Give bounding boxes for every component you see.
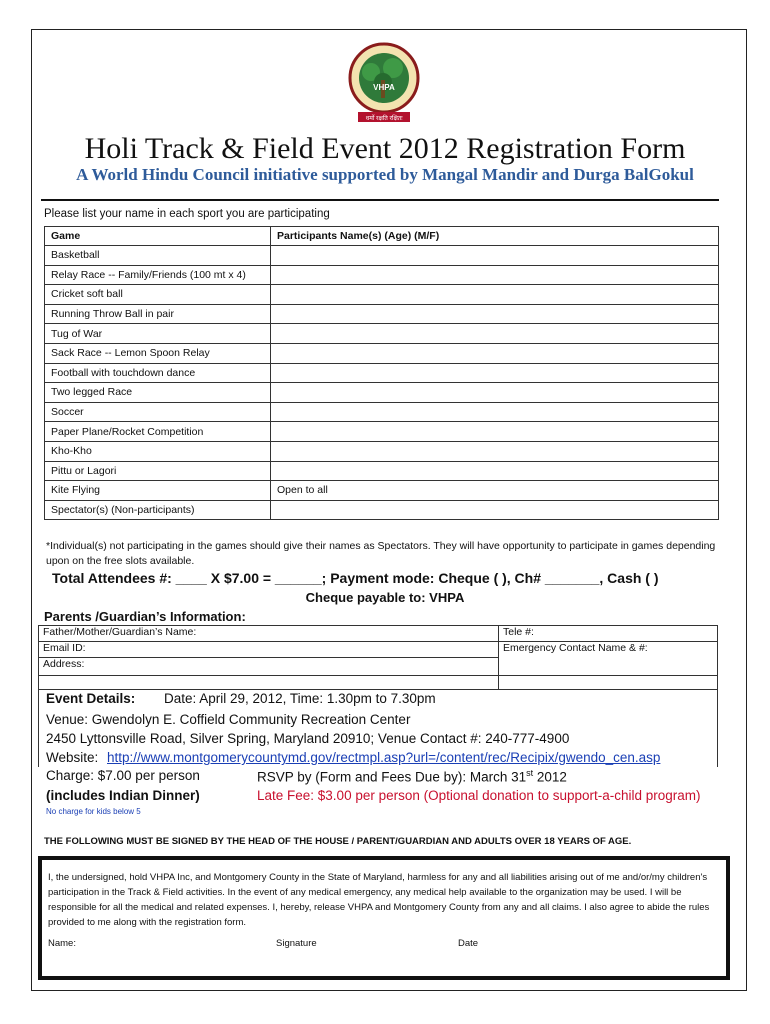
participants-field[interactable] bbox=[271, 246, 719, 266]
participants-field[interactable] bbox=[271, 500, 719, 520]
game-name: Basketball bbox=[45, 246, 271, 266]
parents-section-title: Parents /Guardian’s Information: bbox=[44, 609, 246, 624]
email-field[interactable]: Email ID: bbox=[39, 642, 499, 658]
participants-field[interactable] bbox=[271, 441, 719, 461]
cheque-payable: Cheque payable to: VHPA bbox=[305, 590, 465, 605]
date-label: Date bbox=[458, 938, 479, 949]
game-name: Pittu or Lagori bbox=[45, 461, 271, 481]
participants-field[interactable] bbox=[271, 304, 719, 324]
late-fee-note: Late Fee: $3.00 per person (Optional donation to support-a-child program) bbox=[257, 788, 701, 803]
spectator-footnote: *Individual(s) not participating in the games should give their names as Spectators. They will have opportunity to participate in games depending upon on the free slots available. bbox=[46, 540, 716, 567]
waiver-text: I, the undersigned, hold VHPA Inc, and Montgomery County in the State of Maryland, harmless for any and all liabilities arising out of me and/or/my children's participation in the Track & Field activities. In the event of any medical emergency, any medical help available to the organization may be used. I will be responsible for all the medical and related expenses. I, hereby, release VHPA and Montgomery County from any and all claims. I also agree to abide the rules provided to me along with the registration form. bbox=[48, 872, 710, 928]
header-participants: Participants Name(s) (Age) (M/F) bbox=[271, 227, 719, 246]
svg-text:VHPA: VHPA bbox=[373, 83, 395, 92]
table-row bbox=[45, 500, 719, 520]
table-row bbox=[45, 324, 719, 344]
emergency-contact-field[interactable]: Emergency Contact Name & #: bbox=[499, 642, 718, 676]
website-label: Website: bbox=[46, 750, 99, 765]
game-name: Football with touchdown dance bbox=[45, 363, 271, 383]
game-name: Two legged Race bbox=[45, 383, 271, 403]
address-field[interactable]: Address: bbox=[39, 658, 499, 676]
table-row bbox=[45, 304, 719, 324]
table-row bbox=[45, 383, 719, 403]
game-name: Kite Flying bbox=[45, 481, 271, 501]
participants-field[interactable] bbox=[271, 402, 719, 422]
participants-field[interactable] bbox=[271, 265, 719, 285]
game-name: Tug of War bbox=[45, 324, 271, 344]
emergency-field-line2[interactable] bbox=[499, 676, 718, 690]
form-subtitle: A World Hindu Council initiative supported by Mangal Mandir and Durga BalGokul bbox=[76, 165, 694, 184]
header-game: Game bbox=[45, 227, 271, 246]
games-table bbox=[44, 226, 719, 520]
vhpa-logo bbox=[341, 40, 427, 126]
game-name: Soccer bbox=[45, 402, 271, 422]
participants-field[interactable] bbox=[271, 461, 719, 481]
participants-field[interactable] bbox=[271, 285, 719, 305]
table-row bbox=[45, 461, 719, 481]
total-attendees: Total Attendees #: ____ X $7.00 = ______; Payment mode: Cheque ( ), Ch# _______, Cash ( ) bbox=[52, 570, 659, 586]
form-title: Holi Track & Field Event 2012 Registration Form bbox=[84, 132, 686, 165]
event-details-label: Event Details: bbox=[46, 691, 136, 706]
participants-field[interactable]: Open to all bbox=[271, 481, 719, 501]
charge-text: Charge: $7.00 per person bbox=[46, 768, 200, 783]
game-name: Paper Plane/Rocket Competition bbox=[45, 422, 271, 442]
address-field-line2[interactable] bbox=[39, 676, 499, 690]
kids-note: No charge for kids below 5 bbox=[46, 807, 141, 816]
participants-field[interactable] bbox=[271, 422, 719, 442]
event-date-time: Date: April 29, 2012, Time: 1.30pm to 7.30pm bbox=[164, 691, 436, 706]
dinner-note: (includes Indian Dinner) bbox=[46, 788, 200, 803]
table-row bbox=[45, 343, 719, 363]
table-row bbox=[45, 481, 719, 501]
svg-text:धर्मो रक्षति रक्षितः: धर्मो रक्षति रक्षितः bbox=[365, 116, 403, 122]
table-header-row bbox=[45, 227, 719, 246]
participants-field[interactable] bbox=[271, 383, 719, 403]
title-divider bbox=[41, 199, 719, 201]
participants-field[interactable] bbox=[271, 363, 719, 383]
tele-field[interactable]: Tele #: bbox=[499, 626, 718, 642]
signature-requirement: THE FOLLOWING MUST BE SIGNED BY THE HEAD OF THE HOUSE / PARENT/GUARDIAN AND ADULTS OVER 18 YEARS OF AGE. bbox=[44, 836, 632, 847]
table-row bbox=[45, 265, 719, 285]
rsvp-text: RSVP by (Form and Fees Due by): March 31st 2012 bbox=[257, 768, 567, 785]
parents-table bbox=[38, 625, 718, 690]
instructions: Please list your name in each sport you are participating bbox=[44, 208, 330, 220]
game-name: Sack Race -- Lemon Spoon Relay bbox=[45, 343, 271, 363]
signature-label: Signature bbox=[276, 938, 317, 949]
participants-field[interactable] bbox=[271, 324, 719, 344]
table-row bbox=[45, 363, 719, 383]
waiver-box bbox=[38, 856, 730, 980]
venue-website-link[interactable]: http://www.montgomerycountymd.gov/rectmpl.asp?url=/content/rec/Recipix/gwendo_cen.asp bbox=[107, 750, 661, 765]
game-name: Cricket soft ball bbox=[45, 285, 271, 305]
table-row bbox=[45, 402, 719, 422]
event-address: 2450 Lyttonsville Road, Silver Spring, Maryland 20910; Venue Contact #: 240-777-4900 bbox=[46, 731, 570, 746]
game-name: Kho-Kho bbox=[45, 441, 271, 461]
game-name: Running Throw Ball in pair bbox=[45, 304, 271, 324]
name-label: Name: bbox=[48, 938, 76, 949]
guardian-name-field[interactable]: Father/Mother/Guardian’s Name: bbox=[39, 626, 499, 642]
event-venue: Venue: Gwendolyn E. Coffield Community Recreation Center bbox=[46, 712, 411, 727]
participants-field[interactable] bbox=[271, 343, 719, 363]
table-row bbox=[45, 285, 719, 305]
table-row bbox=[45, 441, 719, 461]
game-name: Spectator(s) (Non-participants) bbox=[45, 500, 271, 520]
game-name: Relay Race -- Family/Friends (100 mt x 4) bbox=[45, 265, 271, 285]
table-row bbox=[45, 422, 719, 442]
table-row bbox=[45, 246, 719, 266]
